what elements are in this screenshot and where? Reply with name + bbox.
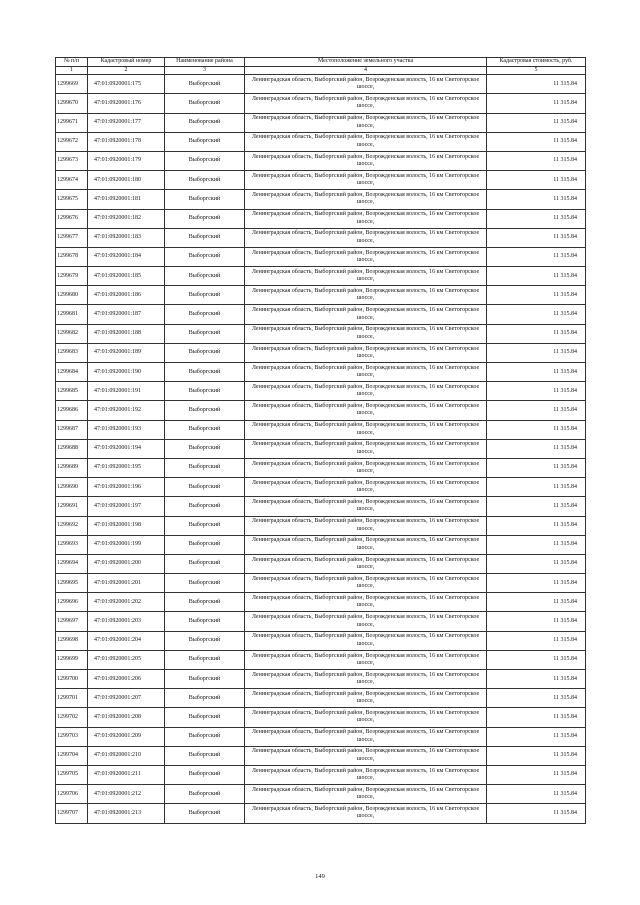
table-row [56,343,586,362]
cadastral-value-cell: 11 315.84 [487,670,586,689]
table-row [56,612,586,631]
row-number-cell: 1299684 [56,363,88,382]
district-cell: Выборгский [165,286,245,305]
location-cell: Ленинградская область, Выборгский район, Возрожденская волость, 16 км Светогорское шоссе, [245,708,487,727]
header-cell: № п/п [56,58,88,67]
location-cell: Ленинградская область, Выборгский район, Возрожденская волость, 16 км Светогорское шоссе, [245,497,487,516]
column-number-cell: 1 [56,67,88,75]
cadastral-number-cell: 47:01:0920001:198 [88,516,165,535]
cadastral-number-cell: 47:01:0920001:200 [88,554,165,573]
row-number-cell: 1299671 [56,113,88,132]
cadastral-number-cell: 47:01:0920001:210 [88,746,165,765]
table-row [56,535,586,554]
cadastral-value-cell: 11 315.84 [487,708,586,727]
district-cell: Выборгский [165,670,245,689]
location-cell: Ленинградская область, Выборгский район, Возрожденская волость, 16 км Светогорское шоссе, [245,612,487,631]
header-cell: Кадастровый номер [88,58,165,67]
location-cell: Ленинградская область, Выборгский район, Возрожденская волость, 16 км Светогорское шоссе, [245,132,487,151]
row-number-cell: 1299689 [56,458,88,477]
cadastral-number-cell: 47:01:0920001:179 [88,151,165,170]
cadastral-number-cell: 47:01:0920001:205 [88,650,165,669]
cadastral-number-cell: 47:01:0920001:204 [88,631,165,650]
district-cell: Выборгский [165,363,245,382]
location-cell: Ленинградская область, Выборгский район, Возрожденская волость, 16 км Светогорское шоссе, [245,631,487,650]
table-row [56,228,586,247]
cadastral-value-cell: 11 315.84 [487,171,586,190]
district-cell: Выборгский [165,75,245,94]
row-number-cell: 1299673 [56,151,88,170]
row-number-cell: 1299692 [56,516,88,535]
location-cell: Ленинградская область, Выборгский район, Возрожденская волость, 16 км Светогорское шоссе, [245,439,487,458]
cadastral-value-cell: 11 315.84 [487,612,586,631]
row-number-cell: 1299682 [56,324,88,343]
cadastral-value-cell: 11 315.84 [487,94,586,113]
cadastral-value-cell: 11 315.84 [487,190,586,209]
row-number-cell: 1299705 [56,765,88,784]
cadastral-number-cell: 47:01:0920001:199 [88,535,165,554]
cadastral-value-cell: 11 315.84 [487,247,586,266]
location-cell: Ленинградская область, Выборгский район, Возрожденская волость, 16 км Светогорское шоссе, [245,689,487,708]
cadastral-value-cell: 11 315.84 [487,535,586,554]
cadastral-value-cell: 11 315.84 [487,151,586,170]
column-number-cell: 4 [245,67,487,75]
location-cell: Ленинградская область, Выборгский район, Возрожденская волость, 16 км Светогорское шоссе, [245,151,487,170]
location-cell: Ленинградская область, Выборгский район, Возрожденская волость, 16 км Светогорское шоссе, [245,746,487,765]
district-cell: Выборгский [165,267,245,286]
cadastral-value-cell: 11 315.84 [487,401,586,420]
cadastral-number-cell: 47:01:0920001:186 [88,286,165,305]
table-row [56,785,586,804]
row-number-cell: 1299695 [56,574,88,593]
location-cell: Ленинградская область, Выборгский район, Возрожденская волость, 16 км Светогорское шоссе, [245,727,487,746]
cadastral-number-cell: 47:01:0920001:190 [88,363,165,382]
district-cell: Выборгский [165,727,245,746]
cadastral-value-cell: 11 315.84 [487,746,586,765]
cadastral-number-cell: 47:01:0920001:193 [88,420,165,439]
table-row [56,804,586,823]
cadastral-number-cell: 47:01:0920001:185 [88,267,165,286]
cadastral-number-cell: 47:01:0920001:180 [88,171,165,190]
row-number-cell: 1299706 [56,785,88,804]
table-row [56,650,586,669]
cadastral-value-cell: 11 315.84 [487,727,586,746]
location-cell: Ленинградская область, Выборгский район, Возрожденская волость, 16 км Светогорское шоссе, [245,343,487,362]
table-row [56,765,586,784]
table-row [56,593,586,612]
district-cell: Выборгский [165,612,245,631]
cadastral-value-cell: 11 315.84 [487,324,586,343]
row-number-cell: 1299685 [56,382,88,401]
cadastral-value-cell: 11 315.84 [487,209,586,228]
row-number-cell: 1299696 [56,593,88,612]
row-number-cell: 1299702 [56,708,88,727]
column-number-cell: 3 [165,67,245,75]
district-cell: Выборгский [165,631,245,650]
cadastral-table-sheet [55,57,585,824]
district-cell: Выборгский [165,554,245,573]
cadastral-number-cell: 47:01:0920001:182 [88,209,165,228]
cadastral-value-cell: 11 315.84 [487,574,586,593]
district-cell: Выборгский [165,785,245,804]
cadastral-number-cell: 47:01:0920001:213 [88,804,165,823]
table-row [56,708,586,727]
header-row [56,58,586,67]
table-row [56,324,586,343]
location-cell: Ленинградская область, Выборгский район, Возрожденская волость, 16 км Светогорское шоссе, [245,785,487,804]
table-body [56,75,586,823]
cadastral-value-cell: 11 315.84 [487,804,586,823]
table-row [56,247,586,266]
row-number-cell: 1299679 [56,267,88,286]
cadastral-value-cell: 11 315.84 [487,305,586,324]
cadastral-number-cell: 47:01:0920001:202 [88,593,165,612]
location-cell: Ленинградская область, Выборгский район, Возрожденская волость, 16 км Светогорское шоссе, [245,650,487,669]
row-number-cell: 1299701 [56,689,88,708]
location-cell: Ленинградская область, Выборгский район, Возрожденская волость, 16 км Светогорское шоссе, [245,478,487,497]
location-cell: Ленинградская область, Выборгский район, Возрожденская волость, 16 км Светогорское шоссе, [245,171,487,190]
cadastral-number-cell: 47:01:0920001:191 [88,382,165,401]
table-row [56,746,586,765]
district-cell: Выборгский [165,132,245,151]
location-cell: Ленинградская область, Выборгский район, Возрожденская волость, 16 км Светогорское шоссе, [245,574,487,593]
cadastral-number-cell: 47:01:0920001:177 [88,113,165,132]
district-cell: Выборгский [165,574,245,593]
row-number-cell: 1299678 [56,247,88,266]
district-cell: Выборгский [165,171,245,190]
row-number-cell: 1299675 [56,190,88,209]
row-number-cell: 1299704 [56,746,88,765]
row-number-cell: 1299674 [56,171,88,190]
district-cell: Выборгский [165,458,245,477]
cadastral-value-cell: 11 315.84 [487,765,586,784]
cadastral-value-cell: 11 315.84 [487,286,586,305]
district-cell: Выборгский [165,708,245,727]
location-cell: Ленинградская область, Выборгский район, Возрожденская волость, 16 км Светогорское шоссе, [245,363,487,382]
table-row [56,401,586,420]
table-row [56,727,586,746]
table-row [56,286,586,305]
district-cell: Выборгский [165,151,245,170]
row-number-cell: 1299691 [56,497,88,516]
row-number-cell: 1299687 [56,420,88,439]
location-cell: Ленинградская область, Выборгский район, Возрожденская волость, 16 км Светогорское шоссе, [245,804,487,823]
cadastral-value-cell: 11 315.84 [487,631,586,650]
location-cell: Ленинградская область, Выборгский район, Возрожденская волость, 16 км Светогорское шоссе, [245,305,487,324]
cadastral-number-cell: 47:01:0920001:176 [88,94,165,113]
table-row [56,305,586,324]
cadastral-value-cell: 11 315.84 [487,363,586,382]
cadastral-number-cell: 47:01:0920001:209 [88,727,165,746]
header-cell: Кадастровая стоимость, руб. [487,58,586,67]
location-cell: Ленинградская область, Выборгский район, Возрожденская волость, 16 км Светогорское шоссе, [245,765,487,784]
table-row [56,478,586,497]
table-row [56,267,586,286]
row-number-cell: 1299698 [56,631,88,650]
header-cell: Наименование района [165,58,245,67]
location-cell: Ленинградская область, Выборгский район, Возрожденская волость, 16 км Светогорское шоссе, [245,554,487,573]
district-cell: Выборгский [165,113,245,132]
district-cell: Выборгский [165,516,245,535]
cadastral-number-cell: 47:01:0920001:195 [88,458,165,477]
cadastral-value-cell: 11 315.84 [487,478,586,497]
district-cell: Выборгский [165,343,245,362]
location-cell: Ленинградская область, Выборгский район, Возрожденская волость, 16 км Светогорское шоссе, [245,458,487,477]
column-number-cell: 2 [88,67,165,75]
row-number-cell: 1299703 [56,727,88,746]
cadastral-value-cell: 11 315.84 [487,343,586,362]
location-cell: Ленинградская область, Выборгский район, Возрожденская волость, 16 км Светогорское шоссе, [245,228,487,247]
district-cell: Выборгский [165,305,245,324]
page-number: 149 [315,873,325,880]
location-cell: Ленинградская область, Выборгский район, Возрожденская волость, 16 км Светогорское шоссе, [245,401,487,420]
cadastral-value-cell: 11 315.84 [487,75,586,94]
district-cell: Выборгский [165,746,245,765]
cadastral-number-cell: 47:01:0920001:181 [88,190,165,209]
row-number-cell: 1299681 [56,305,88,324]
row-number-cell: 1299676 [56,209,88,228]
location-cell: Ленинградская область, Выборгский район, Возрожденская волость, 16 км Светогорское шоссе, [245,382,487,401]
table-row [56,363,586,382]
location-cell: Ленинградская область, Выборгский район, Возрожденская волость, 16 км Светогорское шоссе, [245,535,487,554]
row-number-cell: 1299690 [56,478,88,497]
district-cell: Выборгский [165,190,245,209]
cadastral-number-cell: 47:01:0920001:175 [88,75,165,94]
cadastral-value-cell: 11 315.84 [487,228,586,247]
district-cell: Выборгский [165,401,245,420]
district-cell: Выборгский [165,439,245,458]
table-row [56,497,586,516]
row-number-cell: 1299683 [56,343,88,362]
table-row [56,420,586,439]
row-number-cell: 1299688 [56,439,88,458]
cadastral-value-cell: 11 315.84 [487,132,586,151]
row-number-cell: 1299686 [56,401,88,420]
row-number-cell: 1299707 [56,804,88,823]
location-cell: Ленинградская область, Выборгский район, Возрожденская волость, 16 км Светогорское шоссе, [245,247,487,266]
district-cell: Выборгский [165,497,245,516]
cadastral-number-cell: 47:01:0920001:207 [88,689,165,708]
table-row [56,689,586,708]
location-cell: Ленинградская область, Выборгский район, Возрожденская волость, 16 км Светогорское шоссе, [245,324,487,343]
location-cell: Ленинградская область, Выборгский район, Возрожденская волость, 16 км Светогорское шоссе, [245,190,487,209]
cadastral-number-cell: 47:01:0920001:206 [88,670,165,689]
table-row [56,670,586,689]
column-number-cell: 5 [487,67,586,75]
location-cell: Ленинградская область, Выборгский район, Возрожденская волость, 16 км Светогорское шоссе, [245,267,487,286]
cadastral-number-cell: 47:01:0920001:194 [88,439,165,458]
row-number-cell: 1299694 [56,554,88,573]
row-number-cell: 1299680 [56,286,88,305]
table-row [56,151,586,170]
row-number-cell: 1299670 [56,94,88,113]
location-cell: Ленинградская область, Выборгский район, Возрожденская волость, 16 км Светогорское шоссе, [245,516,487,535]
cadastral-number-cell: 47:01:0920001:183 [88,228,165,247]
cadastral-value-cell: 11 315.84 [487,420,586,439]
location-cell: Ленинградская область, Выборгский район, Возрожденская волость, 16 км Светогорское шоссе, [245,94,487,113]
cadastral-number-cell: 47:01:0920001:192 [88,401,165,420]
location-cell: Ленинградская область, Выборгский район, Возрожденская волость, 16 км Светогорское шоссе, [245,593,487,612]
table-row [56,75,586,94]
district-cell: Выборгский [165,478,245,497]
cadastral-value-cell: 11 315.84 [487,554,586,573]
district-cell: Выборгский [165,228,245,247]
table-row [56,132,586,151]
cadastral-value-cell: 11 315.84 [487,382,586,401]
district-cell: Выборгский [165,804,245,823]
table-row [56,516,586,535]
cadastral-number-cell: 47:01:0920001:187 [88,305,165,324]
cadastral-value-cell: 11 315.84 [487,439,586,458]
district-cell: Выборгский [165,324,245,343]
cadastral-number-cell: 47:01:0920001:189 [88,343,165,362]
row-number-cell: 1299697 [56,612,88,631]
row-number-cell: 1299700 [56,670,88,689]
cadastral-number-cell: 47:01:0920001:184 [88,247,165,266]
location-cell: Ленинградская область, Выборгский район, Возрожденская волость, 16 км Светогорское шоссе, [245,670,487,689]
cadastral-number-cell: 47:01:0920001:203 [88,612,165,631]
table-row [56,631,586,650]
table-row [56,574,586,593]
row-number-cell: 1299699 [56,650,88,669]
cadastral-table [55,57,586,824]
table-row [56,554,586,573]
district-cell: Выборгский [165,209,245,228]
district-cell: Выборгский [165,420,245,439]
cadastral-number-cell: 47:01:0920001:208 [88,708,165,727]
header-cell: Местоположение земельного участка [245,58,487,67]
table-row [56,94,586,113]
cadastral-number-cell: 47:01:0920001:196 [88,478,165,497]
table-row [56,458,586,477]
location-cell: Ленинградская область, Выборгский район, Возрожденская волость, 16 км Светогорское шоссе, [245,286,487,305]
table-row [56,209,586,228]
cadastral-value-cell: 11 315.84 [487,785,586,804]
cadastral-number-cell: 47:01:0920001:211 [88,765,165,784]
district-cell: Выборгский [165,382,245,401]
district-cell: Выборгский [165,247,245,266]
row-number-cell: 1299672 [56,132,88,151]
district-cell: Выборгский [165,765,245,784]
row-number-cell: 1299677 [56,228,88,247]
cadastral-value-cell: 11 315.84 [487,516,586,535]
cadastral-number-cell: 47:01:0920001:197 [88,497,165,516]
column-number-row [56,67,586,75]
district-cell: Выборгский [165,535,245,554]
cadastral-value-cell: 11 315.84 [487,458,586,477]
cadastral-value-cell: 11 315.84 [487,650,586,669]
district-cell: Выборгский [165,593,245,612]
row-number-cell: 1299693 [56,535,88,554]
table-row [56,171,586,190]
cadastral-value-cell: 11 315.84 [487,593,586,612]
district-cell: Выборгский [165,689,245,708]
row-number-cell: 1299669 [56,75,88,94]
location-cell: Ленинградская область, Выборгский район, Возрожденская волость, 16 км Светогорское шоссе, [245,209,487,228]
cadastral-value-cell: 11 315.84 [487,497,586,516]
district-cell: Выборгский [165,650,245,669]
table-row [56,190,586,209]
table-row [56,382,586,401]
table-row [56,439,586,458]
cadastral-number-cell: 47:01:0920001:212 [88,785,165,804]
district-cell: Выборгский [165,94,245,113]
cadastral-value-cell: 11 315.84 [487,113,586,132]
location-cell: Ленинградская область, Выборгский район, Возрожденская волость, 16 км Светогорское шоссе, [245,75,487,94]
cadastral-number-cell: 47:01:0920001:188 [88,324,165,343]
table-row [56,113,586,132]
location-cell: Ленинградская область, Выборгский район, Возрожденская волость, 16 км Светогорское шоссе, [245,113,487,132]
location-cell: Ленинградская область, Выборгский район, Возрожденская волость, 16 км Светогорское шоссе, [245,420,487,439]
cadastral-number-cell: 47:01:0920001:178 [88,132,165,151]
cadastral-value-cell: 11 315.84 [487,267,586,286]
cadastral-number-cell: 47:01:0920001:201 [88,574,165,593]
cadastral-value-cell: 11 315.84 [487,689,586,708]
